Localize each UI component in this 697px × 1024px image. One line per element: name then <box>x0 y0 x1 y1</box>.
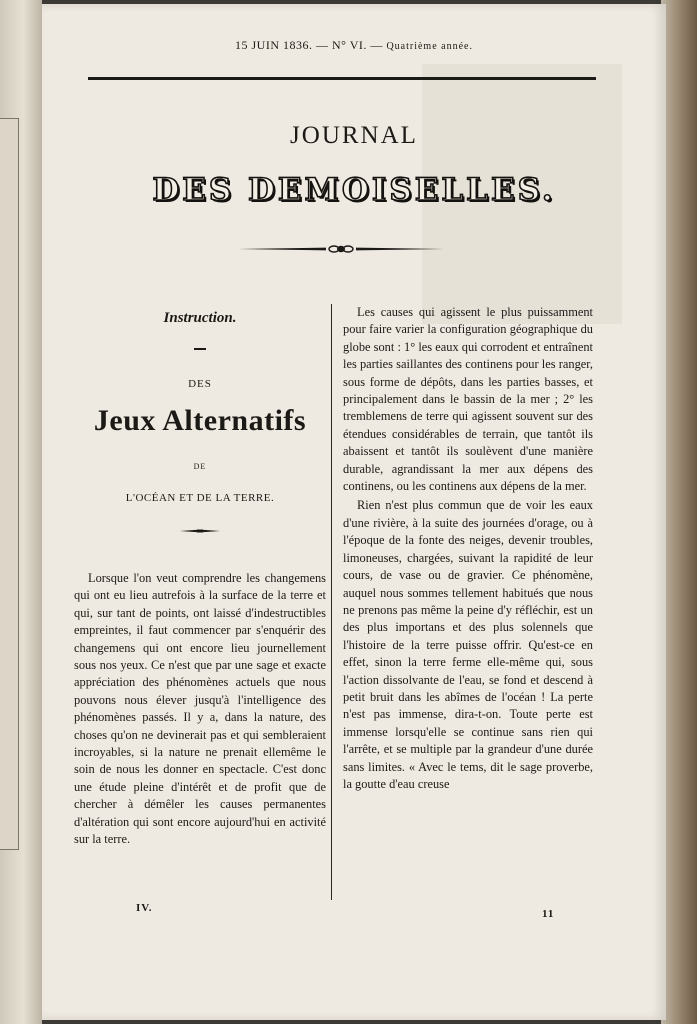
page-header <box>42 38 666 53</box>
masthead-journal: JOURNAL <box>290 122 418 149</box>
article-title-prefix: DES <box>188 378 212 390</box>
issue-number: — N° VI. — <box>316 38 383 52</box>
small-ornament-rule <box>180 528 220 534</box>
signature-mark-right: 11 <box>542 908 555 920</box>
journal-page <box>42 4 666 1020</box>
article-subtitle: L'OCÉAN ET DE LA TERRE. <box>125 492 275 504</box>
right-column <box>343 304 593 793</box>
previous-page-edge <box>0 118 19 850</box>
masthead-ornament-rule <box>238 244 444 254</box>
book-page-edges-right <box>661 0 697 1024</box>
book-binding-left <box>0 0 42 1024</box>
right-column-paragraph-2: Rien n'est plus commun que de voir les eaux d'une rivière, à la suite des journées d'orage, ou à l'époque de la fonte des neiges, devenir troubles, limoneuses, chargées, suivant la rapidité de leur cours, de vase ou de gravier. Ce phénomène, auquel nous sommes tellement habitués que nous ne prenons pas même la peine d'y réfléchir, est un des plus importans et des plus solennels que l'histoire de la terre puisse offrir. Qu'est-ce en effet, sinon la terre ferme elle-même qui, sous l'action dissolvante de l'eau, se fond et descend à petit bruit dans les abîmes de l'océan ! La perte n'est pas immense, dira-t-on. Toute perte est immense lorsqu'elle se continue sans rien qui l'arrête, et se multiple par la grandeur d'une durée sans limites. « Avec le tems, dit le sage proverbe, la goutte d'eau creuse <box>343 498 593 791</box>
column-divider <box>331 304 332 900</box>
right-column-paragraph-1: Les causes qui agissent le plus puissamment pour faire varier la configuration géographique du globe sont : 1° les eaux qui corrodent et entraînent les parties saillantes des continens pour les ranger, sous forme de dépôts, dans les parties basses, et principalement dans le bassin de la mer ; 2° les tremblemens de terre qui agissent souvent sur des étendues considérables de terrain, que tantôt ils abaissent et tantôt ils soulèvent d'une manière durable, agrandissant la mer aux dépens des continens, ou les continens aux dépens de la mer. <box>343 305 593 494</box>
article-title-connector: DE <box>193 462 207 471</box>
issue-date: 15 JUIN 1836. <box>235 38 313 52</box>
section-dash <box>194 348 206 350</box>
header-rule <box>88 77 596 80</box>
signature-mark-left: IV. <box>136 902 153 914</box>
masthead-title: DES DEMOISELLES. <box>152 172 556 208</box>
section-heading: Instruction. <box>163 310 237 326</box>
issue-year: Quatrième année. <box>386 41 473 52</box>
left-column-paragraph: Lorsque l'on veut comprendre les changemens qui ont eu lieu autrefois à la surface de la terre et qui, sur tant de points, ont laissé d'indestructibles empreintes, il faut commencer par s'enquérir des changemens qui ont encore lieu journellement sous nos yeux. Ce n'est que par une sage et exacte appréciation des phénomènes actuels que nous pouvons nous élever jusqu'à l'intelligence des phénomènes passés. Il y a, dans la nature, des choses qu'on ne devinerait pas et qui sembleraient incroyables, si la nature ne prenait ellemême le soin de nous les donner en spectacle. C'est donc une étude pleine d'intérêt et de profit que de chercher à démêler les causes permanentes d'altération qui sont encore aujourd'hui en activité sur la terre. <box>74 571 326 847</box>
article-title: Jeux Alternatifs <box>93 404 307 437</box>
